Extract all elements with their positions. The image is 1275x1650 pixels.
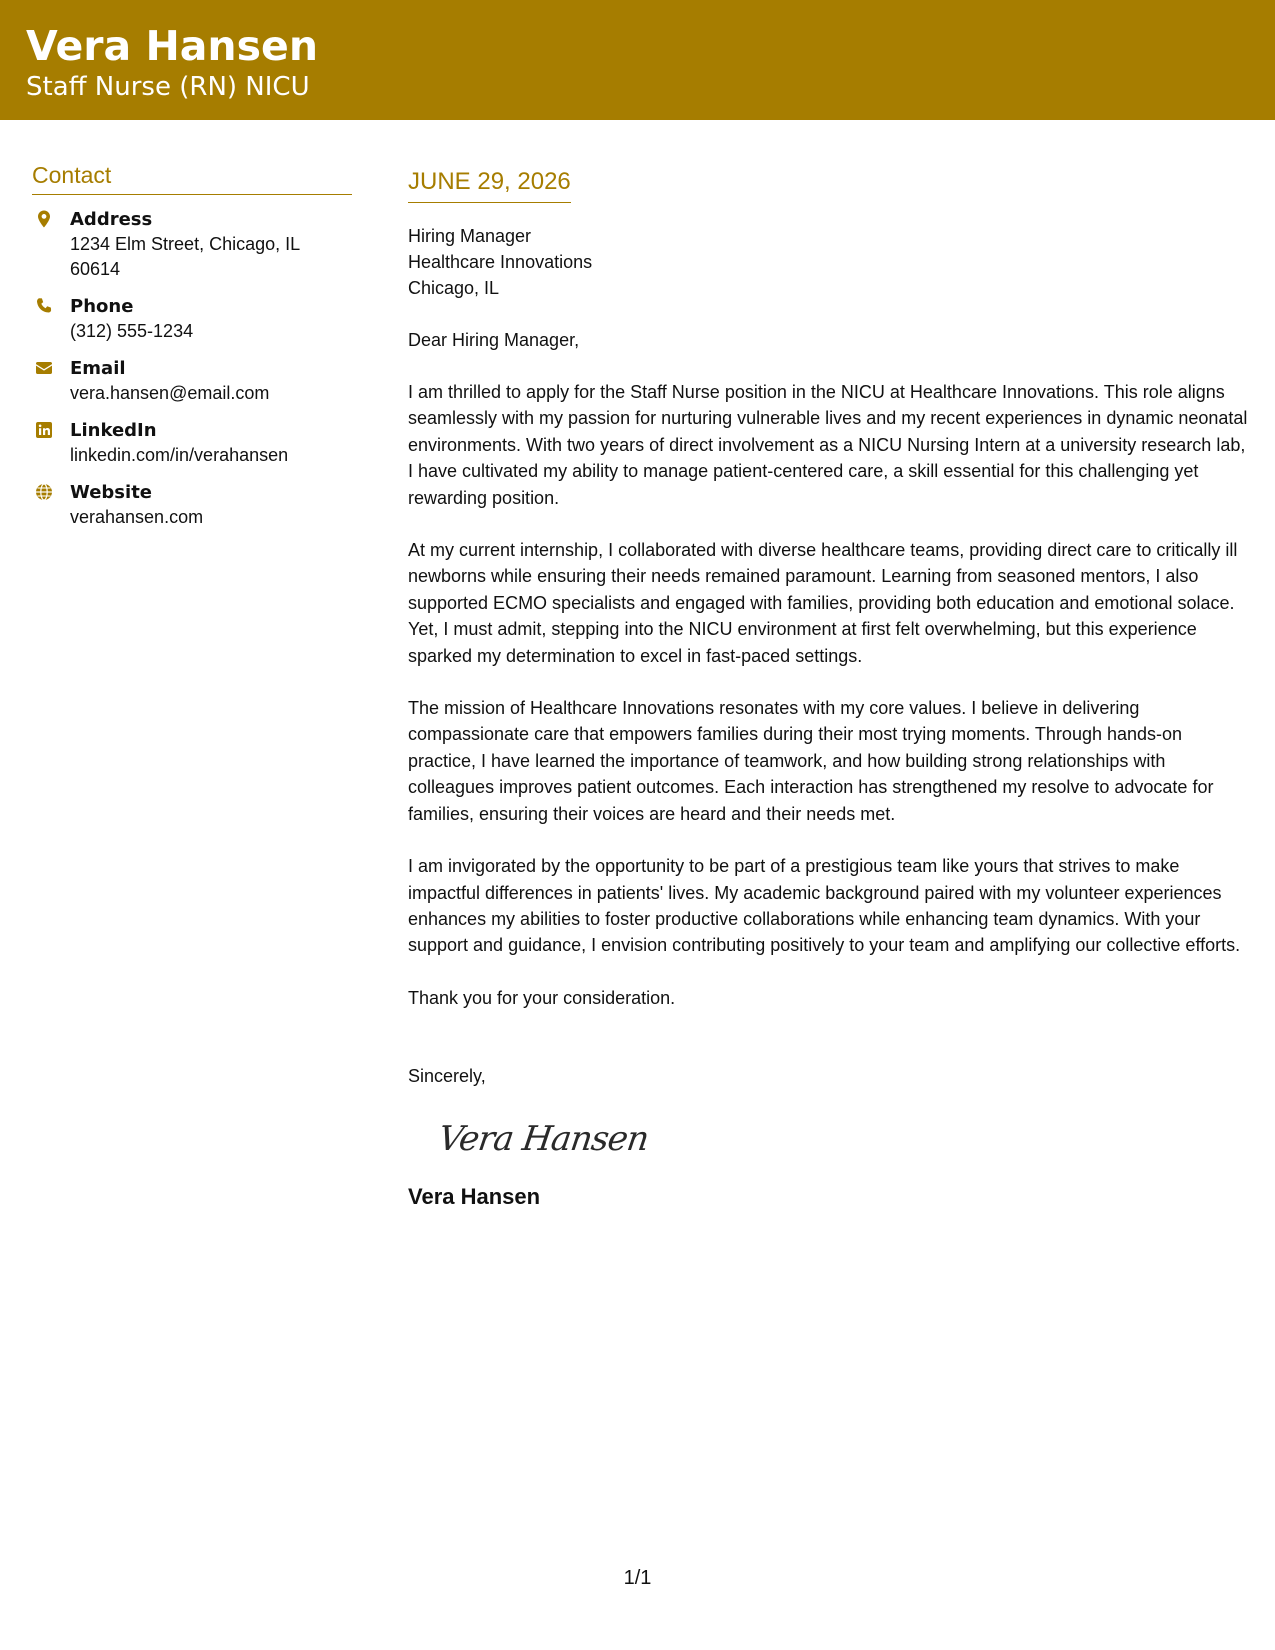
contact-label-email: Email xyxy=(70,358,126,379)
map-pin-icon xyxy=(34,209,54,229)
envelope-icon xyxy=(34,358,54,378)
contact-label-linkedin: LinkedIn xyxy=(70,420,157,441)
closing-thanks: Thank you for your consideration. xyxy=(408,987,676,1008)
body-paragraph-2: At my current internship, I collaborated with diverse healthcare teams, providing direct care to critically ill newborns while ensuring their needs remained paramount. Learning from seasoned mentors, I also supported ECMO specialists and engaged with families, providing both education and emotional solace. Yet, I must admit, stepping into the NICU environment at first felt overwhelming, but this experience sparked my determination to excel in fast-paced settings. xyxy=(408,540,1238,666)
recipient-line-2: Healthcare Innovations xyxy=(408,252,593,272)
closing-phrase: Sincerely, xyxy=(408,1066,486,1087)
salutation: Dear Hiring Manager, xyxy=(408,330,580,350)
applicant-title: Staff Nurse (RN) NICU xyxy=(26,72,310,102)
applicant-name: Vera Hansen xyxy=(26,22,319,70)
contact-sidebar xyxy=(32,162,352,530)
recipient-line-3: Chicago, IL xyxy=(408,278,500,298)
contact-value-website[interactable]: verahansen.com xyxy=(70,507,204,527)
contact-item-email xyxy=(32,356,352,406)
signer-name: Vera Hansen xyxy=(408,1184,541,1210)
contact-item-linkedin xyxy=(32,418,352,468)
body-paragraph-4: I am invigorated by the opportunity to be part of a prestigious team like yours that strives to make impactful differences in patients' lives. My academic background paired with my volunteer experiences enhances my abilities to foster productive collaborations while enhancing team dynamics. With your support and guidance, I envision contributing positively to your team and amplifying our collective efforts. xyxy=(408,856,1241,956)
recipient-block xyxy=(408,223,1253,301)
contact-item-website xyxy=(32,480,352,530)
contact-item-address xyxy=(32,207,352,282)
contact-label-website: Website xyxy=(70,482,153,503)
handwritten-signature: Vera Hansen xyxy=(436,1119,651,1160)
recipient-line-1: Hiring Manager xyxy=(408,226,532,246)
globe-icon xyxy=(34,482,54,502)
contact-heading: Contact xyxy=(32,162,352,195)
body-paragraph-1: I am thrilled to apply for the Staff Nurse position in the NICU at Healthcare Innovations. This role aligns seamlessly with my passion for nurturing vulnerable lives and my recent experiences in dynamic neonatal environments. With two years of direct involvement as a NICU Nursing Intern at a university research lab, I have cultivated my ability to manage patient-centered care, a skill essential for this challenging yet rewarding position. xyxy=(408,382,1248,508)
contact-label-address: Address xyxy=(70,209,153,230)
contact-value-linkedin[interactable]: linkedin.com/in/verahansen xyxy=(70,445,289,465)
letter-date: JUNE 29, 2026 xyxy=(408,168,571,203)
header-banner xyxy=(0,0,1275,120)
linkedin-icon xyxy=(34,420,54,440)
contact-value-email[interactable]: vera.hansen@email.com xyxy=(70,383,270,403)
body-paragraph-3: The mission of Healthcare Innovations resonates with my core values. I believe in delivering compassionate care that empowers families during their most trying moments. Through hands-on practice, I have learned the importance of teamwork, and how building strong relationships with colleagues improves patient outcomes. Each interaction has strengthened my resolve to advocate for families, ensuring their voices are heard and their needs met. xyxy=(408,698,1214,824)
contact-value-phone: (312) 555-1234 xyxy=(70,321,194,341)
phone-icon xyxy=(34,296,54,316)
page-number: 1/1 xyxy=(623,1567,652,1589)
contact-value-address: 1234 Elm Street, Chicago, IL 60614 xyxy=(70,234,300,279)
letter-body xyxy=(408,162,1253,1211)
contact-item-phone xyxy=(32,294,352,344)
contact-label-phone: Phone xyxy=(70,296,134,317)
